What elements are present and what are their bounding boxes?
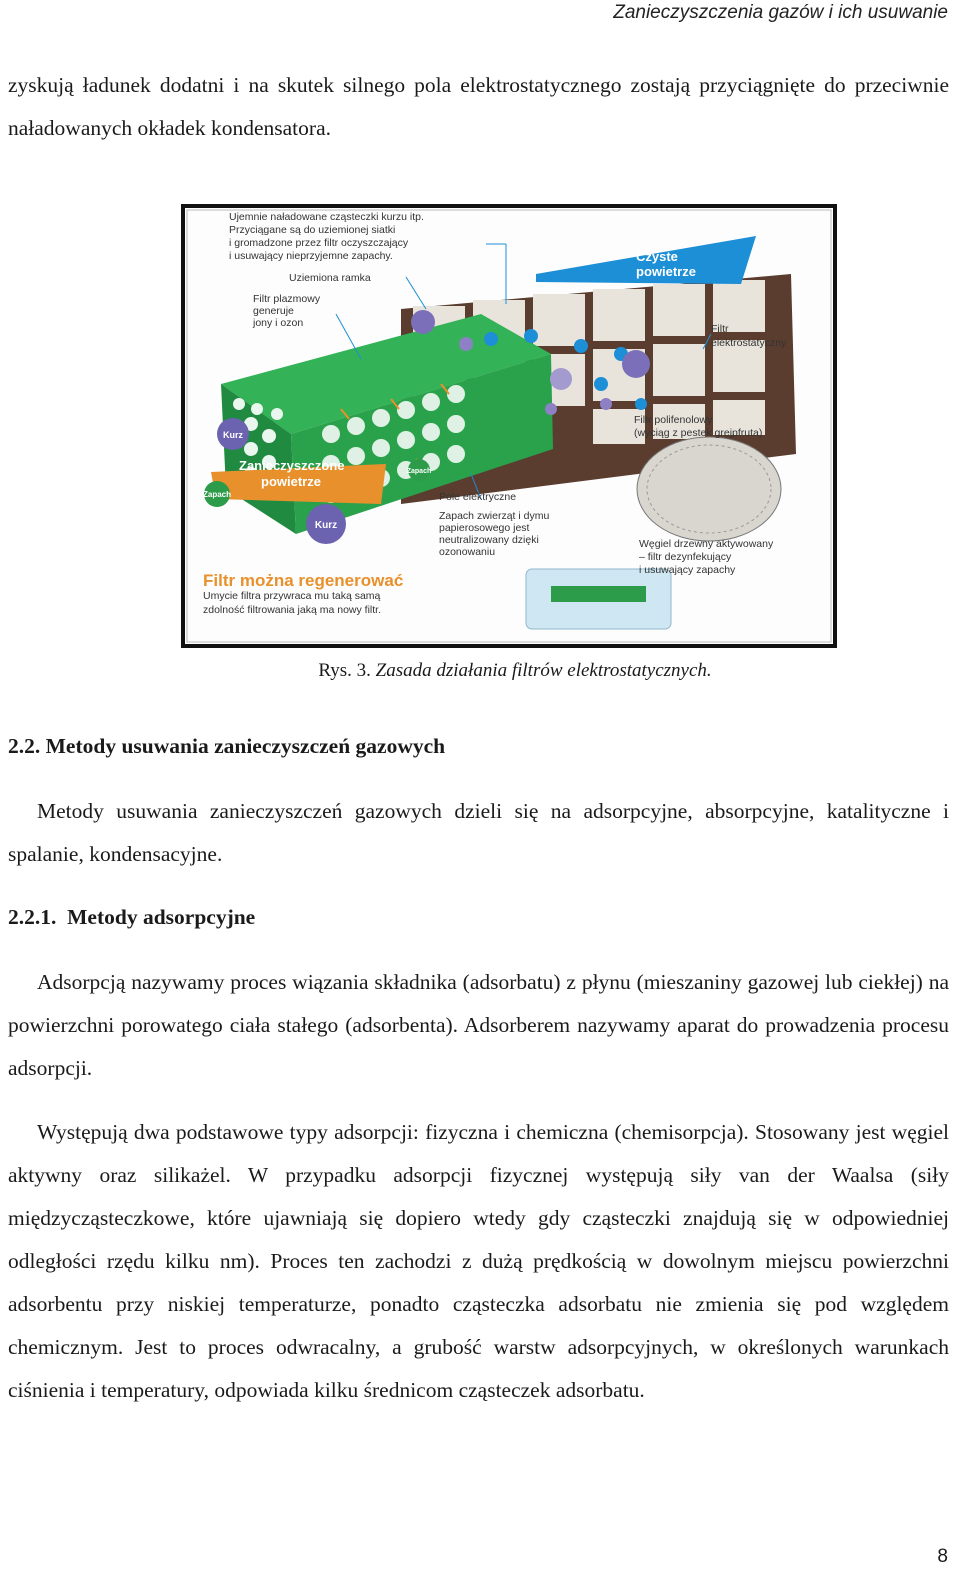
- svg-text:Zapach: Zapach: [406, 468, 432, 475]
- regeneration-tray: [526, 569, 671, 629]
- polyphenol-label-1: Filtr polifenolowy: [634, 414, 713, 426]
- carbon-label-3: i usuwający zapachy: [639, 564, 736, 576]
- odor-label-1: Zapach zwierząt i dymu: [439, 510, 550, 522]
- polyphenol-label-2: (wyciąg z pestek grejpfruta): [634, 427, 763, 439]
- svg-text:Zapach: Zapach: [202, 490, 232, 499]
- plasma-label-2: generuje: [253, 305, 294, 317]
- regeneration-title: Filtr można regenerować: [203, 571, 404, 590]
- odor-label-3: neutralizowany dzięki: [439, 534, 539, 546]
- dust-label-2: Przyciągane są do uziemionej siatki: [229, 224, 396, 236]
- carbon-label-1: Węgiel drzewny aktywowany: [639, 538, 774, 550]
- dust-label-3: i gromadzone przez filtr oczyszczający: [229, 237, 409, 249]
- intro-paragraph: zyskują ładunek dodatni i na skutek silnego pola elektrostatycznego zostają przyciągnięte do przeciwnie naładowanych okładek kondensatora.: [8, 73, 949, 140]
- heading-title: Metody adsorpcyjne: [67, 905, 256, 929]
- grounded-frame-label: Uziemiona ramka: [289, 272, 371, 284]
- heading-number: 2.2.1.: [8, 905, 57, 929]
- dust-label-1: Ujemnie naładowane cząsteczki kurzu itp.: [229, 211, 424, 223]
- caption-text: Zasada działania filtrów elektrostatycznych.: [375, 660, 712, 681]
- regeneration-label-1: Umycie filtra przywraca mu taką samą: [203, 590, 381, 602]
- plasma-label-3: jony i ozon: [253, 317, 304, 329]
- caption-number: Rys. 3.: [318, 660, 371, 681]
- plasma-label-1: Filtr plazmowy: [253, 293, 321, 305]
- regeneration-label-2: zdolność filtrowania jaką ma nowy filtr.: [203, 604, 381, 616]
- adsorption-paragraph-2: Występują dwa podstawowe typy adsorpcji: fizyczna i chemiczna (chemisorpcja). Stosowany jest węgiel aktywny oraz silikażel. W przypadku adsorpcji fizycznej występują siły van der Waalsa (siły międzycząsteczkowe, które ujawniają się dopiero wtedy gdy cząsteczki znajdują się w odpowiedniej odległości rzędu kilku nm). Proces ten zachodzi z dużą prędkością w dowolnym miejscu powierzchni adsorbentu przy niskiej temperaturze, ponadto cząsteczka adsorbatu nie zmienia się pod względem chemicznym. Jest to proces odwracalny, a grubość warstw adsorpcyjnych, w określonych warunkach ciśnienia i temperatury, odpowiada kilku średnicom cząsteczek adsorbatu.: [8, 1120, 949, 1402]
- dust-badge-1: [217, 418, 249, 450]
- figure-illustration: [181, 204, 839, 649]
- polyphenol-filter-disc: [637, 437, 781, 541]
- electrostatic-label-2: elektrostatyczny: [711, 337, 787, 349]
- section-heading-2-2-1: [8, 905, 255, 930]
- section-2-2-paragraph: Metody usuwania zanieczyszczeń gazowych dzieli się na adsorpcyjne, absorpcyjne, katalityczne i spalanie, kondensacyjne.: [8, 799, 949, 866]
- odor-label-4: ozonowaniu: [439, 546, 496, 558]
- electrostatic-label-1: Filtr: [711, 323, 729, 335]
- clean-air-label-2: powietrze: [636, 264, 696, 279]
- figure-caption: [0, 660, 960, 682]
- svg-text:Kurz: Kurz: [223, 430, 243, 440]
- electrostatic-filter-figure: [181, 204, 839, 649]
- page-number: 8: [937, 1546, 948, 1567]
- odor-label-2: papierosowego jest: [439, 522, 530, 534]
- clean-air-label-1: Czyste: [636, 249, 678, 264]
- carbon-label-2: – filtr dezynfekujący: [639, 551, 732, 563]
- section-heading-2-2: 2.2. Metody usuwania zanieczyszczeń gazowych: [8, 734, 446, 758]
- dust-badge-2: [306, 504, 346, 544]
- electric-field-label: Pole elektryczne: [439, 491, 517, 503]
- running-header: Zanieczyszczenia gazów i ich usuwanie: [613, 2, 948, 23]
- polluted-air-label-2: powietrze: [261, 474, 321, 489]
- dust-label-4: i usuwający nieprzyjemne zapachy.: [229, 250, 393, 262]
- svg-text:Kurz: Kurz: [314, 520, 338, 531]
- adsorption-paragraph-1: Adsorpcją nazywamy proces wiązania składnika (adsorbatu) z płynu (mieszaniny gazowej lub ciekłej) na powierzchni porowatego ciała stałego (adsorbenta). Adsorberem nazywamy aparat do prowadzenia procesu adsorpcji.: [8, 970, 949, 1080]
- polluted-air-label-1: Zanieczyszczone: [239, 458, 345, 473]
